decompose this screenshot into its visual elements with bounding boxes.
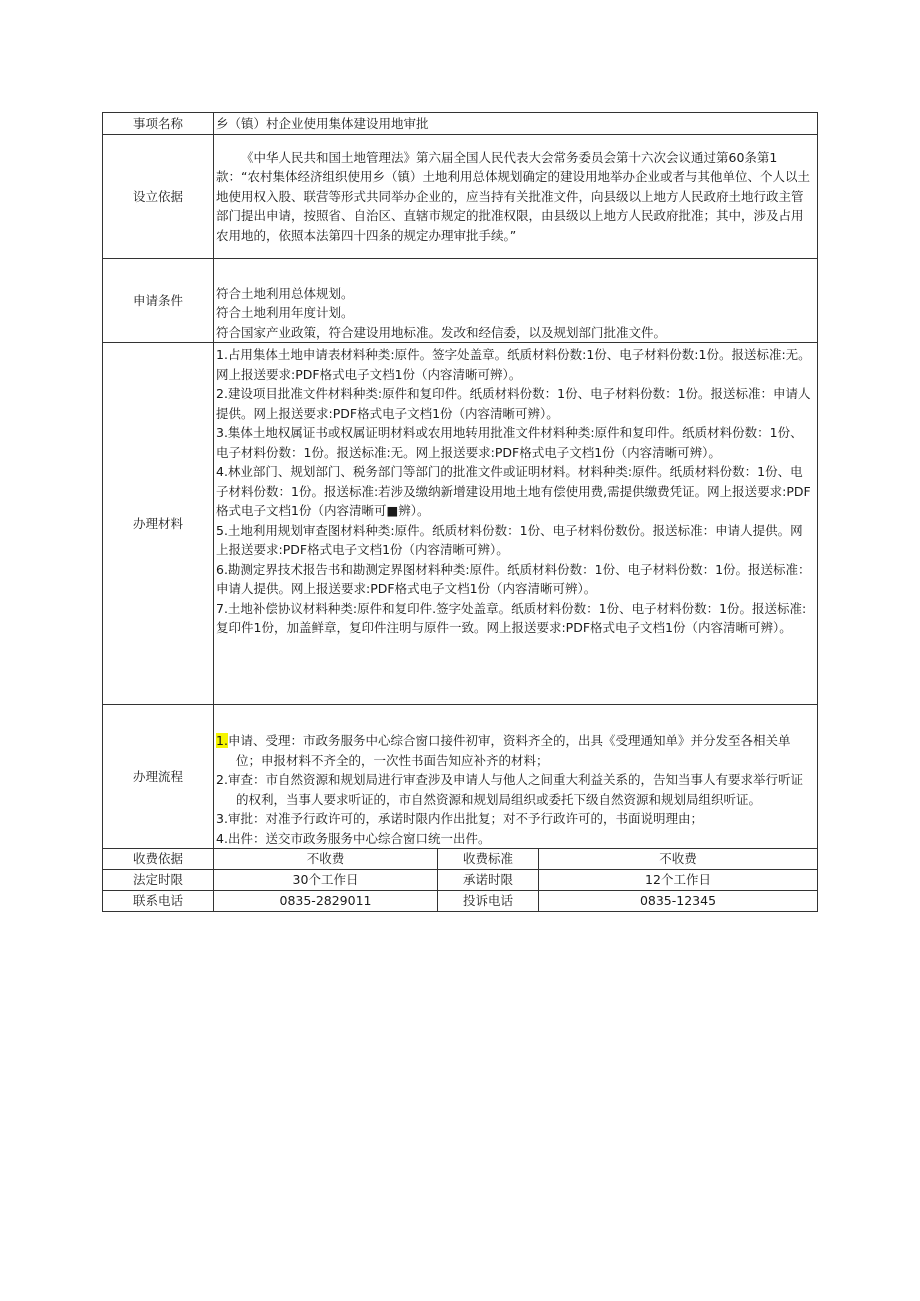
- fee-basis-label: 收费依据: [103, 849, 214, 870]
- step-text: 申请、受理：市政务服务中心综合窗口接件初审，资料齐全的，出具《受理通知单》并分发至各相关单位；申报材料不齐全的，一次性书面告知应补齐的材料；: [227, 733, 791, 768]
- step-text: 审查：市自然资源和规划局进行审查涉及申请人与他人之间重大利益关系的，告知当事人有要求举行听证的权利，当事人要求听证的，市自然资源和规划局组织或委托下级自然资源和规划局组织听证。: [227, 772, 803, 807]
- row-time-limit: [103, 870, 818, 891]
- complaint-phone-label: 投诉电话: [438, 891, 539, 912]
- process-step: [216, 829, 815, 849]
- legal-time-label: 法定时限: [103, 870, 214, 891]
- row-basis: [103, 135, 818, 259]
- legal-time-value: 30个工作日: [214, 870, 438, 891]
- row-fees: [103, 849, 818, 870]
- process-cell: [214, 705, 818, 849]
- conditions-label: 申请条件: [103, 259, 214, 343]
- promised-time-value: 12个工作日: [539, 870, 818, 891]
- material-item: 5.土地利用规划审查图材料种类:原件。纸质材料份数：1份、电子材料份数份。报送标准：申请人提供。网上报送要求:PDF格式电子文档1份（内容清晰可辨）。: [216, 522, 803, 557]
- basis-label: 设立依据: [103, 135, 214, 259]
- row-item-name: [103, 113, 818, 135]
- fee-basis-value: 不收费: [214, 849, 438, 870]
- row-materials: [103, 343, 818, 705]
- step-number: 1.: [216, 733, 228, 748]
- materials-cell: [214, 343, 818, 705]
- material-item: 7.土地补偿协议材料种类:原件和复印件.签字处盖章。纸质材料份数：1份、电子材料份数：1份。报送标准:复印件1份，加盖鲜章，复印件注明与原件一致。网上报送要求:PDF格式电子文档1份（内容清晰可辨）。: [216, 600, 807, 635]
- process-step: [216, 731, 815, 770]
- contact-phone-label: 联系电话: [103, 891, 214, 912]
- conditions-cell: [214, 259, 818, 343]
- process-step: [216, 809, 815, 829]
- process-label: 办理流程: [103, 705, 214, 849]
- complaint-phone-value: 0835-12345: [539, 891, 818, 912]
- fee-standard-label: 收费标准: [438, 849, 539, 870]
- step-text: 出件：送交市政务服务中心综合窗口统一出件。: [227, 830, 491, 846]
- process-step: [216, 770, 815, 809]
- contact-phone-value: 0835-2829011: [214, 891, 438, 912]
- material-item: 1.占用集体土地申请表材料种类:原件。签字处盖章。纸质材料份数:1份、电子材料份数:1份。报送标准:无。网上报送要求:PDF格式电子文档1份（内容清晰可辨）。: [216, 347, 811, 382]
- basis-cell: [214, 135, 818, 259]
- step-text: 审批：对准予行政许可的，承诺时限内作出批复；对不予行政许可的，书面说明理由；: [227, 811, 703, 826]
- material-item: 4.林业部门、规划部门、税务部门等部门的批准文件或证明材料。材料种类:原件。纸质材料份数：1份、电子材料份数：1份。报送标准:若涉及缴纳新增建设用地土地有偿使用费,需提供缴费凭证。网上报送要求:PDF格式电子文档1份（内容清晰可■辨）。: [216, 464, 811, 518]
- item-name-value: 乡（镇）村企业使用集体建设用地审批: [214, 113, 818, 135]
- fee-standard-value: 不收费: [539, 849, 818, 870]
- material-item: 2.建设项目批准文件材料种类:原件和复印件。纸质材料份数：1份、电子材料份数：1份。报送标准：申请人提供。网上报送要求:PDF格式电子文档1份（内容清晰可辨）。: [216, 386, 811, 421]
- row-process: [103, 705, 818, 849]
- step-number: 3.: [216, 811, 228, 826]
- material-item: 3.集体土地权属证书或权属证明材料或农用地转用批准文件材料种类:原件和复印件。纸质材料份数：1份、电子材料份数：1份。报送标准:无。网上报送要求:PDF格式电子文档1份（内容清晰可辨）。: [216, 425, 803, 460]
- promised-time-label: 承诺时限: [438, 870, 539, 891]
- item-info-table: [102, 112, 818, 912]
- basis-text: 《中华人民共和国土地管理法》第六届全国人民代表大会常务委员会第十六次会议通过第60条第1款：“农村集体经济组织使用乡（镇）土地利用总体规划确定的建设用地举办企业或者与其他单位、个人以土地使用权入股、联营等形式共同举办企业的，应当持有关批准文件，向县级以上地方人民政府土地行政主管部门提出申请，按照省、自治区、直辖市规定的批准权限，由县级以上地方人民政府批准；其中，涉及占用农用地的，依照本法第四十四条的规定办理审批手续。”: [216, 149, 810, 243]
- row-contact: [103, 891, 818, 912]
- step-number: 4.: [216, 830, 228, 846]
- row-conditions: [103, 259, 818, 343]
- material-item: 6.勘测定界技术报告书和勘测定界图材料种类:原件。纸质材料份数：1份、电子材料份数：1份。报送标准：申请人提供。网上报送要求:PDF格式电子文档1份（内容清晰可辨）。: [216, 561, 811, 596]
- condition-line: 符合国家产业政策，符合建设用地标准。发改和经信委，以及规划部门批准文件。: [216, 324, 667, 340]
- item-name-label: 事项名称: [103, 113, 214, 135]
- condition-line: 符合土地利用总体规划。: [216, 285, 354, 301]
- approval-item-sheet: [102, 112, 817, 912]
- materials-label: 办理材料: [103, 343, 214, 705]
- condition-line: 符合土地利用年度计划。: [216, 305, 354, 320]
- step-number: 2.: [216, 772, 228, 787]
